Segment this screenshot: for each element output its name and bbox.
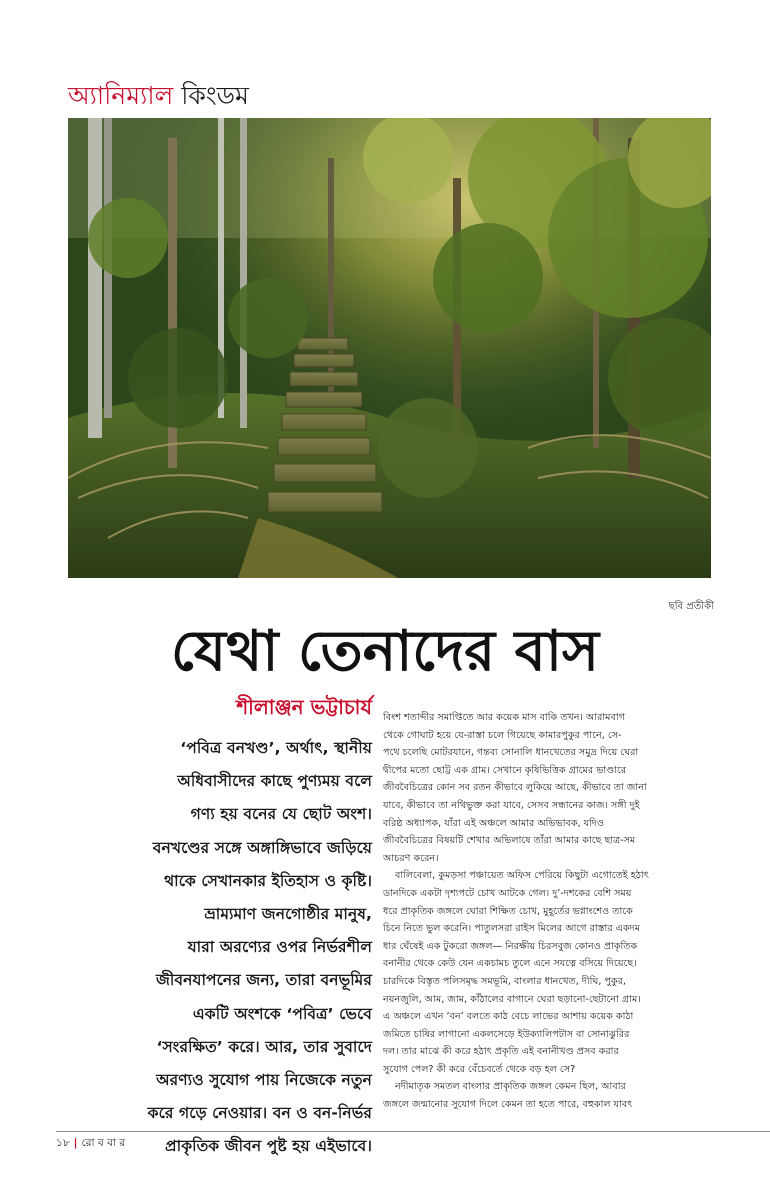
body-line: বিংশ শতাব্দীর সমাপ্তিতে আর কয়েক মাস বাকি তখন। আরামবাগ: [383, 712, 625, 723]
lede-line: বনখণ্ডের সঙ্গে অঙ্গাঙ্গিভাবে জড়িয়ে: [152, 838, 372, 857]
lede-line: একটি অংশকে ‘পবিত্র’ ভেবে: [192, 1004, 372, 1023]
body-line: যাবে, কীভাবে তা নথিভুক্ত করা যাবে, সেসব সন্ধানের কাজ। সঙ্গী দুই: [383, 799, 640, 811]
article-body: [383, 709, 711, 1114]
lede-line: অরণ্যও সুযোগ পায় নিজেকে নতুন: [156, 1071, 372, 1090]
body-line: নয়নজুলি, আম, জাম, কাঁঠালের বাগানে ঘেরা ছড়ানো-ছেটানো গ্রাম।: [383, 993, 641, 1005]
lede-line: ভ্রাম্যমাণ জনগোষ্ঠীর মানুষ,: [204, 905, 372, 924]
body-line: ডানদিকে একটা দৃশ্যপটে চোখ আটকে গেল। দু’-দশকের বেশি সময়: [383, 887, 632, 899]
section-label-black: কিংডম: [181, 81, 249, 110]
lede-paragraph: [68, 732, 372, 1164]
photo-credit: ছবি প্রতীকী: [668, 601, 714, 612]
forest-photo: [68, 118, 711, 578]
body-line: বালিবেলা, কুমড়সা পঞ্চায়েত অফিস পেরিয়ে কিছুটা এগোতেই হঠাৎ: [395, 870, 649, 882]
lede-line: ‘সংরক্ষিত’ করে। আর, তার সুবাদে: [156, 1037, 372, 1056]
lede-line: গণ্য হয় বনের যে ছোট অংশ।: [190, 805, 372, 824]
body-line: জীববৈচিত্রের কোন সব রতন কীভাবে লুকিয়ে আছে, কীভাবে তা জানা: [383, 782, 647, 794]
magazine-name: রো ব বা র: [81, 1137, 126, 1149]
body-line: সুযোগ পেল? কী করে বেঁচেবর্তে থেকে বড় হল সে?: [383, 1063, 576, 1075]
body-line: বনানীর থেকে কেউ যেন একচামচ তুলে এনে সযত্নে বসিয়ে দিয়েছে।: [383, 958, 637, 970]
body-line: আচরণ করেন।: [383, 852, 439, 864]
body-line: দল। তার মাঝে কী করে হঠাৎ প্রকৃতি এই বনানীখণ্ড প্রসব করার: [383, 1046, 619, 1058]
lede-line: অধিবাসীদের কাছে পুণ্যময় বলে: [177, 772, 372, 791]
headline: যেথা তেনাদের বাস: [170, 619, 599, 684]
lede-line: করে গড়ে নেওয়ার। বন ও বন-নির্ভর: [147, 1104, 372, 1123]
body-line: জঙ্গলে জন্মানোর সুযোগ দিলে কেমন তা হতে পারে, বহুকাল যাবৎ: [383, 1099, 633, 1111]
section-heading: [68, 80, 249, 112]
lede-line: থাকে সেখানকার ইতিহাস ও কৃষ্টি।: [164, 871, 372, 890]
body-line: পথে চলেছি মোটরযানে, গন্তব্য সোনালি ধানখেতের সমুদ্র দিয়ে ঘেরা: [383, 747, 639, 759]
body-line: ধরে প্রাকৃতিক জঙ্গলে ঘোরা শিক্ষিত চোখ, মুহূর্তের ভগ্নাংশেও তাকে: [383, 905, 633, 917]
body-line: ধার ঘেঁষেই এক টুকরো জঙ্গল— নিরক্ষীয় চিরসবুজ কোনও প্রাকৃতিক: [383, 940, 638, 952]
body-line: চারদিকে বিস্তৃত পলিসমৃদ্ধ সমভূমি, বাংলার ধানখেত, দীঘি, পুকুর,: [383, 975, 626, 987]
section-label-red: অ্যানিম্যাল: [68, 81, 174, 110]
body-line: থেকে গোঘাট হয়ে যে-রাস্তা চলে গিয়েছে কামারপুকুর পানে, সে-: [383, 729, 622, 741]
body-line: দ্বীপের মতো ছোট্ট এক গ্রাম। সেখানে কৃষিভিত্তিক গ্রামের ভাণ্ডারে: [383, 764, 627, 776]
body-line: নদীমাতৃক সমতল বাংলার প্রাকৃতিক জঙ্গল কেমন ছিল, আবার: [395, 1081, 626, 1093]
body-line: এ অঞ্চলে এখন ‘বন’ বলতে কাঠ বেচে লাভের আশায় কয়েক কাঠা: [383, 1011, 634, 1023]
footer-separator: |: [73, 1137, 78, 1149]
footer-rule: [56, 1131, 770, 1132]
lede-line: ‘পবিত্র বনখণ্ড’, অর্থাৎ, স্থানীয়: [180, 739, 372, 757]
lede-line: জীবনযাপনের জন্য, তারা বনভূমির: [156, 971, 372, 990]
lede-line: প্রাকৃতিক জীবন পুষ্ট হয় এইভাবে।: [165, 1137, 372, 1156]
body-line: বরিষ্ঠ অধ্যাপক, যাঁরা এই অঞ্চলে আমার অভিভাবক, যদিও: [383, 817, 605, 829]
forest-illustration: [68, 118, 711, 578]
page-number: ১৮: [56, 1137, 70, 1149]
lede-line: যারা অরণ্যের ওপর নির্ভরশীল: [187, 938, 372, 957]
body-line: চিনে নিতে ভুল করেনি। পাতুলসরা রাইস মিলের আগে রাস্তার একদম: [383, 923, 641, 935]
body-line: জমিতে চাষির লাগানো একলসেড়ে ইউক্যালিপটাস বা সোনাঝুরির: [383, 1028, 630, 1040]
page-footer: [56, 1136, 125, 1153]
body-line: জীববৈচিত্রের বিষয়টি শেখার অভিলাষে তাঁরা আমার কাছে ছাত্র-সম: [383, 835, 636, 847]
author-byline: শীলাঞ্জন ভট্টাচার্য: [236, 695, 372, 719]
